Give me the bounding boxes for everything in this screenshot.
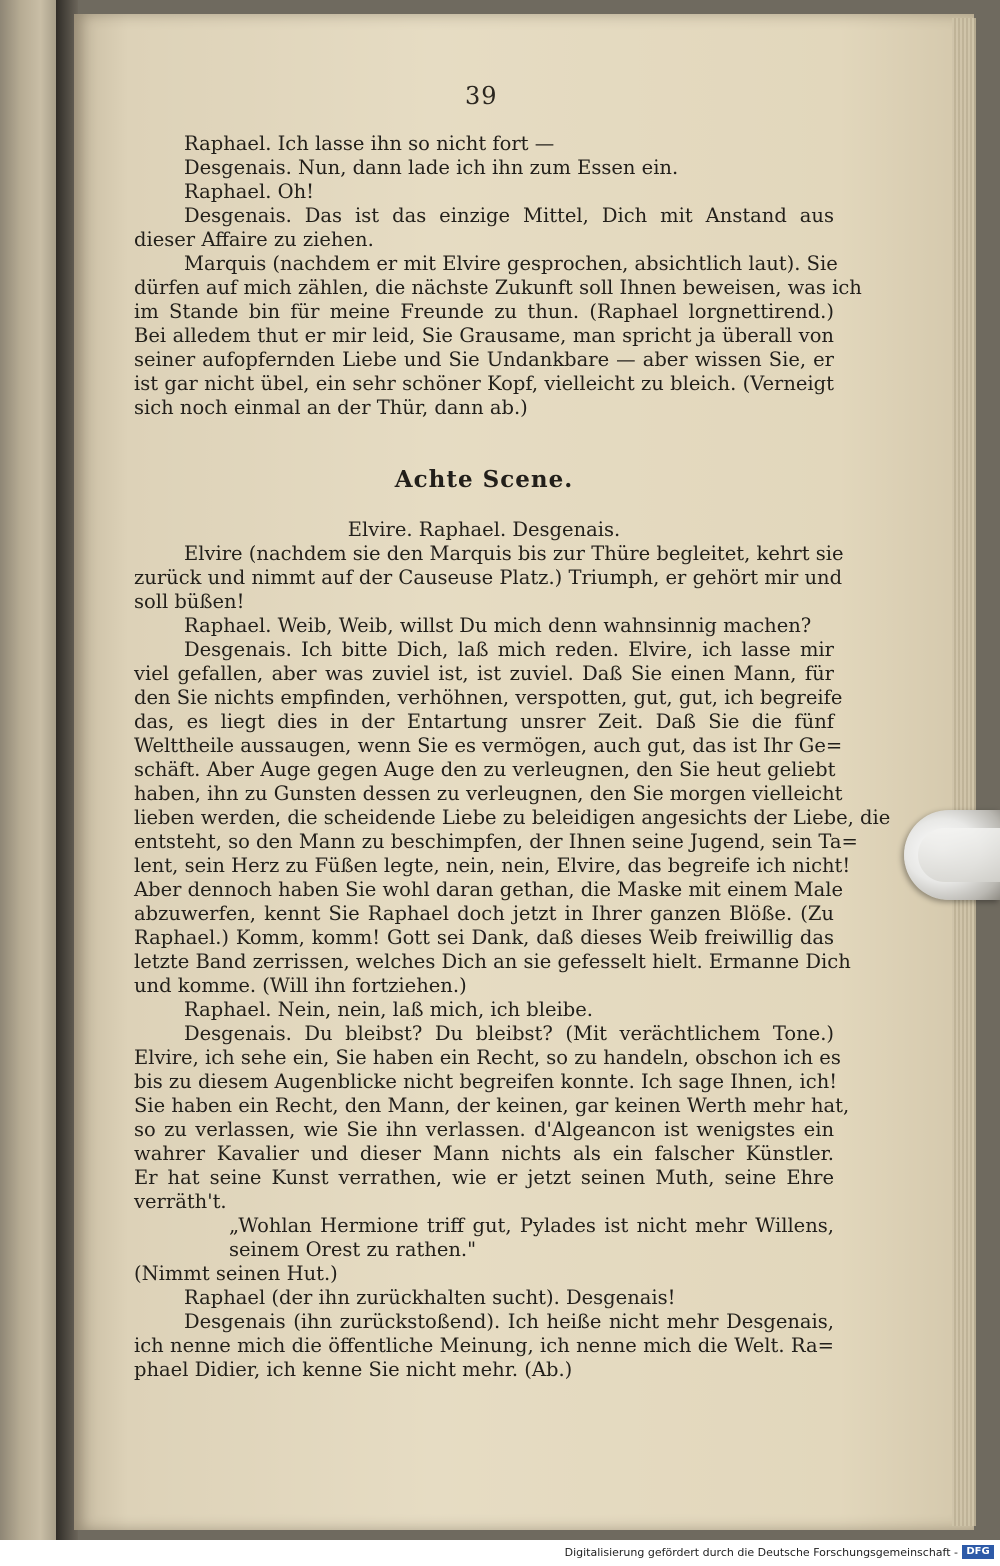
- text-line: das, es liegt dies in der Entartung unsrer Zeit. Daß Sie die fünf: [134, 710, 834, 733]
- text-line: viel gefallen, aber was zuviel ist, ist zuviel. Daß Sie einen Mann, für: [134, 662, 834, 685]
- text-line: Raphael. Oh!: [184, 180, 314, 203]
- text-line: haben, ihn zu Gunsten dessen zu verleugnen, den Sie morgen vielleicht: [134, 782, 843, 805]
- text-line: dürfen auf mich zählen, die nächste Zukunft soll Ihnen beweisen, was ich: [134, 276, 862, 299]
- text-line: Elvire, ich sehe ein, Sie haben ein Recht, so zu handeln, obschon ich es: [134, 1046, 841, 1069]
- text-line: Marquis (nachdem er mit Elvire gesprochen, absichtlich laut). Sie: [184, 252, 838, 275]
- text-line: (Nimmt seinen Hut.): [134, 1262, 338, 1285]
- text-line: so zu verlassen, wie Sie ihn verlassen. d'Algeancon ist wenigstes ein: [134, 1118, 834, 1141]
- dialogue-block-2: [134, 518, 891, 1382]
- text-line: Desgenais. Das ist das einzige Mittel, Dich mit Anstand aus: [184, 204, 834, 227]
- text-line: und komme. (Will ihn fortziehen.): [134, 974, 467, 997]
- footer-credit: Digitalisierung gefördert durch die Deutsche Forschungsgemeinschaft -: [564, 1546, 958, 1559]
- dfg-logo-icon: DFG: [962, 1545, 994, 1559]
- text-line: Welttheile aussaugen, wenn Sie es vermögen, auch gut, das ist Ihr Ge=: [134, 734, 843, 757]
- text-line: verräth't.: [134, 1190, 227, 1213]
- left-page-edge: [0, 0, 58, 1540]
- text-line: seiner aufopfernden Liebe und Sie Undankbare — aber wissen Sie, er: [134, 348, 834, 371]
- text-line: soll büßen!: [134, 590, 245, 613]
- text-line: lieben werden, die scheidende Liebe zu beleidigen angesichts der Liebe, die: [134, 806, 891, 829]
- text-line: Elvire. Raphael. Desgenais.: [347, 518, 621, 541]
- text-line: Sie haben ein Recht, den Mann, der keinen, gar keinen Werth mehr hat,: [134, 1094, 850, 1117]
- text-line: entsteht, so den Mann zu beschimpfen, der Ihnen seine Jugend, sein Ta=: [134, 830, 858, 853]
- text-line: Desgenais (ihn zurückstoßend). Ich heiße nicht mehr Desgenais,: [184, 1310, 834, 1333]
- text-line: ich nenne mich die öffentliche Meinung, ich nenne mich die Welt. Ra=: [134, 1334, 834, 1357]
- scene-heading: Achte Scene.: [394, 466, 574, 493]
- text-line: dieser Affaire zu ziehen.: [134, 228, 374, 251]
- text-line: Raphael (der ihn zurückhalten sucht). Desgenais!: [184, 1286, 676, 1309]
- text-line: Desgenais. Du bleibst? Du bleibst? (Mit verächtlichem Tone.): [184, 1022, 834, 1045]
- text-line: sich noch einmal an der Thür, dann ab.): [134, 396, 528, 419]
- text-line: Raphael. Nein, nein, laß mich, ich bleibe.: [184, 998, 594, 1021]
- text-line: „Wohlan Hermione triff gut, Pylades ist nicht mehr Willens,: [229, 1214, 834, 1237]
- page-number: 39: [465, 82, 498, 110]
- text-line: Aber dennoch haben Sie wohl daran gethan, die Maske mit einem Male: [134, 878, 844, 901]
- text-line: Desgenais. Nun, dann lade ich ihn zum Essen ein.: [184, 156, 679, 179]
- text-line: bis zu diesem Augenblicke nicht begreifen konnte. Ich sage Ihnen, ich!: [134, 1070, 838, 1093]
- text-line: schäft. Aber Auge gegen Auge den zu verleugnen, den Sie heut geliebt: [134, 758, 836, 781]
- text-line: Raphael. Weib, Weib, willst Du mich denn wahnsinnig machen?: [184, 614, 812, 637]
- text-line: letzte Band zerrissen, welches Dich an sie gefesselt hielt. Ermanne Dich: [134, 950, 851, 973]
- text-line: Er hat seine Kunst verrathen, wie er jetzt seinen Muth, seine Ehre: [134, 1166, 834, 1189]
- text-line: Raphael. Ich lasse ihn so nicht fort —: [184, 132, 555, 155]
- text-line: ist gar nicht übel, ein sehr schöner Kopf, vielleicht zu bleich. (Verneigt: [134, 372, 834, 395]
- text-line: wahrer Kavalier und dieser Mann nichts als ein falscher Künstler.: [134, 1142, 834, 1165]
- text-line: Raphael.) Komm, komm! Gott sei Dank, daß dieses Weib freiwillig das: [134, 926, 834, 949]
- page-clip-highlight: [918, 828, 1000, 882]
- text-line: seinem Orest zu rathen.": [229, 1238, 477, 1261]
- text-line: im Stande bin für meine Freunde zu thun. (Raphael lorgnettirend.): [134, 300, 834, 323]
- text-line: phael Didier, ich kenne Sie nicht mehr. (Ab.): [134, 1358, 573, 1381]
- dialogue-block-1: [134, 132, 862, 420]
- text-line: den Sie nichts empfinden, verhöhnen, verspotten, gut, gut, ich begreife: [134, 686, 843, 709]
- text-line: abzuwerfen, kennt Sie Raphael doch jetzt in Ihrer ganzen Blöße. (Zu: [134, 902, 834, 925]
- text-line: zurück und nimmt auf der Causeuse Platz.) Triumph, er gehört mir und: [134, 566, 843, 589]
- page-stack-edge: [952, 18, 976, 1526]
- text-line: lent, sein Herz zu Füßen legte, nein, nein, Elvire, das begreife ich nicht!: [134, 854, 851, 877]
- page-text: [134, 132, 891, 1382]
- text-line: Desgenais. Ich bitte Dich, laß mich reden. Elvire, ich lasse mir: [184, 638, 834, 661]
- text-line: Elvire (nachdem sie den Marquis bis zur Thüre begleitet, kehrt sie: [184, 542, 844, 565]
- text-line: Bei alledem thut er mir leid, Sie Grausame, man spricht ja überall von: [134, 324, 834, 347]
